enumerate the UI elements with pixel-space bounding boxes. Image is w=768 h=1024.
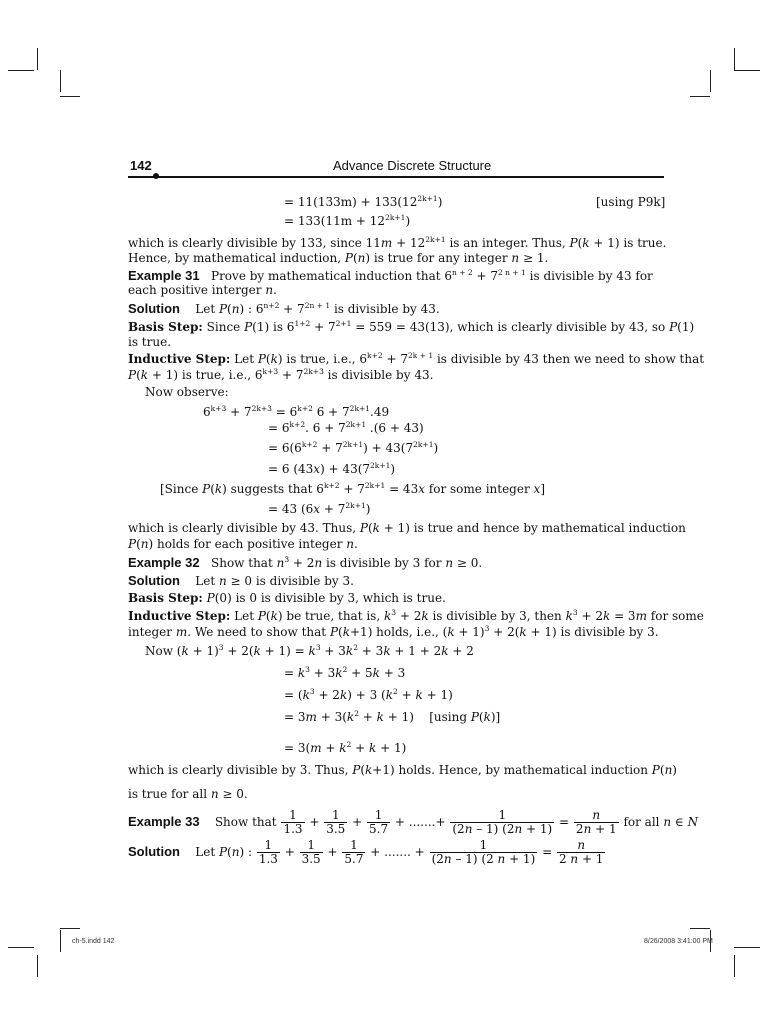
equation-line: = $3m + 3(k^2 + k + 1)$ [using P(k)] — [284, 709, 501, 724]
crop-mark — [734, 955, 735, 977]
page-number: 142 — [130, 158, 152, 173]
equation-line: = $(k^3 + 2k) + 3$ $(k^2 + k + 1)$ — [284, 687, 453, 702]
paragraph: P(n) holds for each positive integer n. — [128, 537, 358, 551]
example-label: Example 31 — [128, 268, 200, 283]
crop-mark — [37, 48, 38, 70]
example-label: Example 32 — [128, 555, 200, 570]
inductive-step: Inductive Step: Let P(k) is true, i.e., $6^{k+2} + 7^{2k + 1}$ is divisible by 43 then we need to show that — [128, 351, 705, 366]
equation-note: [using P9k] — [596, 195, 666, 209]
equation-line: = $6(6^{k+2} + 7^{2k+1}) + 43(7^{2k+1})$ — [268, 440, 439, 455]
solution-line: Solution Let P(n) : $\frac{1}{1.3}$ + $\frac{1}{3.5}$ + $\frac{1}{5.7}$ + ....... + $\frac{1}{(2n - 1) (2 n + 1)}$ = $\frac{n}{2 n + 1}$ — [128, 838, 604, 866]
basis-step: Basis Step: P(0) is 0 is divisible by 3, which is true. — [128, 591, 446, 605]
header-rule — [128, 176, 664, 178]
basis-step: Basis Step: Since P(1) is $6^{1+2} + 7^{2+1} = 559 = 43(13)$, which is clearly divisible by 43, so P(1) — [128, 319, 695, 334]
solution-label: Solution — [128, 844, 180, 859]
footer-timestamp: 8/26/2008 3:41:00 PM — [644, 938, 713, 945]
inductive-step-2: integer m. We need to show that P(k+1) holds, i.e., $(k + 1)^3 + 2(k + 1)$ is divisible by 3. — [128, 624, 659, 639]
crop-mark — [8, 70, 34, 71]
solution-label: Solution — [128, 573, 180, 588]
solution-line: Solution Let P(n) : $6^{n+2} + 7^{2n + 1}$ is divisible by 43. — [128, 301, 440, 316]
solution-line: Solution Let n ≥ 0 is divisible by 3. — [128, 573, 354, 588]
crop-mark — [734, 48, 735, 70]
crop-mark — [734, 70, 760, 71]
inductive-label: Inductive Step: — [128, 352, 231, 366]
example-33-statement: Example 33 Show that $\frac{1}{1.3}$ + $\frac{1}{3.5}$ + $\frac{1}{5.7}$ + .......+ $\frac{1}{(2n - 1) (2n + 1)}$ = $\frac{n}{2n + 1}$ for all n ∈ N — [128, 808, 699, 836]
crop-mark — [60, 930, 61, 952]
solution-label: Solution — [128, 301, 180, 316]
equation-line: = $6^{k+2}$. $6 + 7^{2k+1}$ .(6 + 43) — [268, 420, 424, 435]
crop-mark — [8, 947, 34, 948]
paragraph: which is clearly divisible by 3. Thus, P(k+1) holds. Hence, by mathematical induction P(n) — [128, 763, 677, 777]
crop-mark — [710, 70, 711, 92]
paragraph: Hence, by mathematical induction, P(n) is true for any integer n ≥ 1. — [128, 251, 549, 265]
example-31-statement: Example 31 Prove by mathematical induction that $6^{n + 2} + 7^{2 n + 1}$ is divisible by 43 for — [128, 268, 653, 283]
inductive-step: Inductive Step: Let P(k) be true, that is, $k^3 + 2k$ is divisible by 3, then $k^3 + 2k = 3m$ for some — [128, 608, 704, 623]
equation-line: = $k^3 + 3k^2 + 5k + 3$ — [284, 665, 406, 680]
basis-step-2: is true. — [128, 335, 172, 349]
paragraph: Now observe: — [145, 385, 229, 399]
equation-line: = $11(133m) + 133(12^{2k+1})$ — [284, 194, 443, 209]
equation-line: $6^{k+3} + 7^{2k+3} = 6^{k+2}$ $6 + 7^{2k+1}.49$ — [203, 404, 390, 419]
paragraph: which is clearly divisible by 133, since $11m + 12^{2k+1}$ is an integer. Thus, P(k + 1) is true. — [128, 235, 667, 250]
example-label: Example 33 — [128, 814, 200, 829]
crop-mark — [37, 955, 38, 977]
equation-line: = $3(m + k^2 + k + 1)$ — [284, 740, 407, 755]
paragraph: which is clearly divisible by 43. Thus, P(k + 1) is true and hence by mathematical induction — [128, 521, 686, 535]
running-title: Advance Discrete Structure — [333, 158, 492, 173]
basis-label: Basis Step: — [128, 320, 203, 334]
header-dot — [153, 173, 159, 179]
crop-mark — [60, 96, 80, 97]
equation-note: [Since P(k) suggests that $6^{k+2} + 7^{2k+1} = 43x$ for some integer x] — [160, 481, 545, 496]
crop-mark — [734, 947, 760, 948]
crop-mark — [690, 96, 710, 97]
example-32-statement: Example 32 Show that $n^3 + 2n$ is divisible by 3 for n ≥ 0. — [128, 555, 483, 570]
equation-line: Now $(k + 1)^3 + 2(k + 1) = k^3 + 3k^2 + 3k + 1 + 2k + 2$ — [145, 643, 474, 658]
inductive-step-2: P(k + 1) is true, i.e., $6^{k+3} + 7^{2k+3}$ is divisible by 43. — [128, 367, 434, 382]
crop-mark — [60, 70, 61, 92]
paragraph: is true for all n ≥ 0. — [128, 787, 248, 801]
equation-line: = 43 $(6x + 7^{2k+1})$ — [268, 501, 371, 516]
equation-line: = 6 $(43x) + 43(7^{2k+1})$ — [268, 461, 396, 476]
crop-mark — [690, 928, 710, 929]
equation-line: = $133(11m + 12^{2k+1})$ — [284, 213, 411, 228]
basis-label: Basis Step: — [128, 591, 203, 605]
example-31-statement-2: each positive interger n. — [128, 283, 277, 297]
inductive-label: Inductive Step: — [128, 609, 231, 623]
crop-mark — [60, 928, 80, 929]
footer-filename: ch-5.indd 142 — [72, 938, 115, 945]
